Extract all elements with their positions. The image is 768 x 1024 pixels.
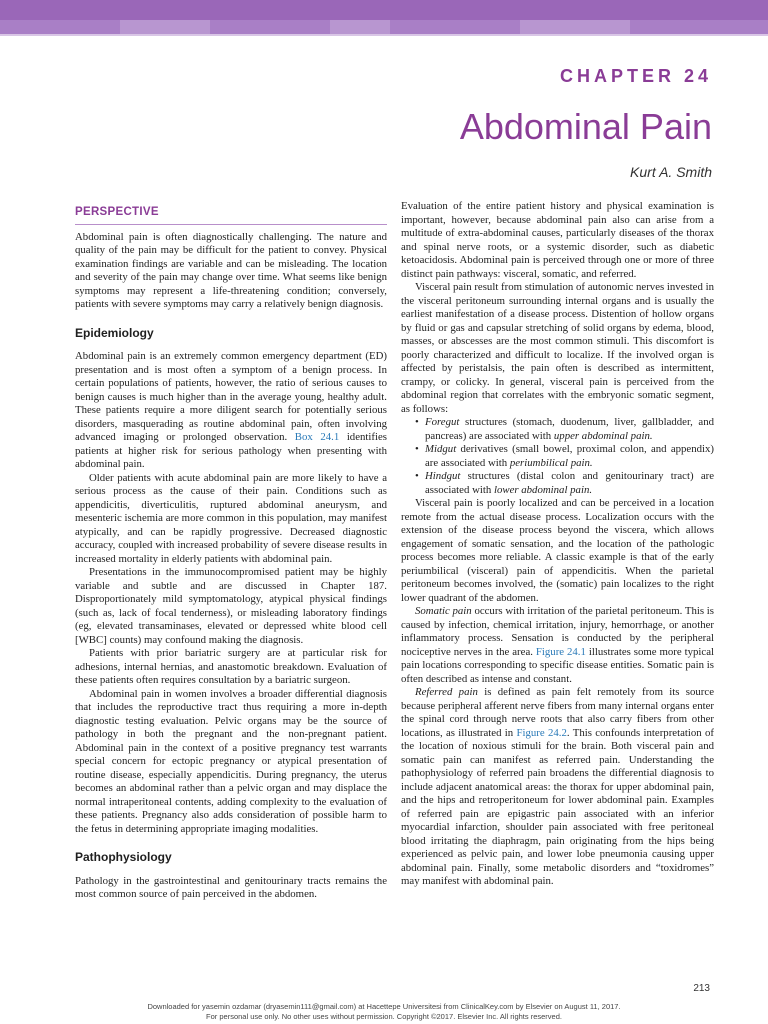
term: upper abdominal pain. [553, 429, 653, 442]
paragraph [401, 605, 714, 686]
chapter-label: CHAPTER 24 [559, 66, 712, 86]
text-span: is defined as pain felt remotely from its source because peripheral afferent nerve fibers from many internal organs enter the spinal cord through nerve roots that also carry fibers from other locations, as illustrated in [401, 686, 714, 739]
header-band-segment [330, 20, 390, 34]
paragraph: Presentations in the immunocompromised patient may be highly variable and subtle and are discussed in Chapter 187. Disproportionately mild symptomatology, atypical physical findings (such as, lack of focal tenderness), or misleading laboratory findings (eg, elevated transaminases, elevated or depressed white blood cell [WBC] counts) may confound making the diagnosis. [75, 566, 387, 646]
text-span: Abdominal pain is an extremely common emergency department (ED) presentation and is most often a symptom of a benign process. In certain populations of patients, however, the ratio of serious causes to benign causes is much higher than in the average young, healthy adult. These patients require a more diligent search for potentially serious disorders, masquerading as routine abdominal pain, often involving advanced imaging or prolonged observation. [75, 350, 387, 443]
term: Midgut [425, 443, 457, 455]
box-24-1-link[interactable]: Box 24.1 [294, 431, 340, 443]
chapter-title: Abdominal Pain [459, 106, 712, 147]
paragraph: Abdominal pain is often diagnostically challenging. The nature and quality of the pain may be difficult for the patient to convey. Physical examination findings are variable and can be misleading. The location and severity of the pain may change over time. What seems like benign symptoms may represent a life-threatening condition; conversely, patients with severe symptoms may carry a relatively benign diagnosis. [75, 230, 387, 310]
paragraph: Older patients with acute abdominal pain are more likely to have a serious process as the cause of their pain. Conditions such as appendicitis, diverticulitis, ruptured abdominal aneurysm, and mesenteric ischemia are more common in this population, may manifest atypically, and can be rapidly progressive. Decreased diagnostic accuracy, coupled with increased probability of severe disease results in increased mortality in elderly patients with abdominal pain. [75, 471, 387, 565]
section-rule [75, 224, 387, 225]
list-item [415, 443, 714, 470]
download-footer [0, 1002, 768, 1022]
paragraph [401, 686, 714, 889]
text-span: identifies patients at higher risk for serious pathology when presenting with abdominal pain. [75, 431, 387, 470]
list-item [415, 416, 714, 443]
footer-line: Downloaded for yasemin ozdamar (dryasemin111@gmail.com) at Hacettepe Universitesi from ClinicalKey.com by Elsevier on August 11, 2017. [147, 1002, 621, 1011]
text-span: illustrates some more typical pain locations corresponding to specific disease entities. Somatic pain is often described as intense and constant. [401, 645, 715, 685]
left-column [75, 206, 387, 902]
text-span: structures (stomach, duodenum, liver, gallbladder, and pancreas) are associated with [425, 416, 715, 442]
term: Referred pain [415, 686, 478, 698]
section-heading-perspective: PERSPECTIVE [75, 206, 159, 218]
term: Hindgut [425, 470, 461, 482]
header-band [0, 0, 768, 34]
text-span: . This confounds interpretation of the location of noxious stimuli for the brain. Both visceral pain and somatic pain can manifest as referred pain. Understanding the pathophysiology of referred pain broadens the differential diagnosis to include adjacent anatomical areas: the thorax for upper abdominal pain, and the hips and retroperitoneum for lower abdominal pain. Examples of referred pain are epigastric pain associated with an inferior myocardial infarction, shoulder pain associated with free peritoneal blood irritating the diaphragm, pain originating from the hips being experienced as pelvic pain, and lower lobe pneumonia causing upper abdominal pain. Finally, some metabolic disorders and “toxidromes” may manifest with abdominal pain. [401, 726, 714, 887]
section-heading-epidemiology: Epidemiology [75, 325, 154, 340]
text-span: occurs with irritation of the parietal peritoneum. This is caused by infection, chemical irritation, injury, hemorrhage, or another inflammatory process. Sensation is conducted by the peripheral nociceptive nerves in the area. [401, 605, 714, 658]
figure-24-1-link[interactable]: Figure 24.1 [535, 645, 586, 658]
paragraph: Patients with prior bariatric surgery are at particular risk for adhesions, internal hernias, and anastomotic breakdown. Evaluation of these patients often requires consultation by a bariatric surgeon. [75, 647, 387, 686]
paragraph: Abdominal pain in women involves a broader differential diagnosis that includes the reproductive tract thus requiring a more in-depth diagnostic testing evaluation. Pelvic organs may be the source of pathology in both the pregnant and the non-pregnant patient. Abdominal pain in the context of a positive pregnancy test warrants special concern for ectopic pregnancy or atypical presentation of routine disease, especially appendicitis. During pregnancy, the uterus becomes an abdominal rather than a pelvic organ and may displace the normal intraperitoneal contents, adding complexity to the evaluation of these patients. Pregnancy also adds consideration of possible harm to the fetus in determining appropriate imaging modalities. [75, 687, 387, 835]
term: lower abdominal pain. [493, 483, 593, 496]
page-number: 213 [693, 983, 710, 994]
gut-segment-list [401, 416, 714, 497]
list-item [415, 470, 714, 497]
right-column [401, 200, 714, 889]
term: Somatic pain [415, 605, 472, 617]
footer-line: For personal use only. No other uses without permission. Copyright ©2017. Elsevier Inc. All rights reserved. [206, 1012, 562, 1021]
section-heading-pathophysiology: Pathophysiology [75, 850, 172, 864]
paragraph: Evaluation of the entire patient history and physical examination is important, however, because abdominal pain also can arise from a multitude of extra-abdominal causes, particularly diseases of the thorax and spinal nerve roots, or a systemic disorder, such as diabetic ketoacidosis. Abdominal pain is perceived through one or more of three distinct pain pathways: visceral, somatic, and referred. [401, 200, 714, 280]
author-name: Kurt A. Smith [630, 164, 712, 180]
paragraph [75, 350, 387, 472]
paragraph: Pathology in the gastrointestinal and genitourinary tracts remains the most common source of pain perceived in the abdomen. [75, 874, 387, 900]
figure-24-2-link[interactable]: Figure 24.2 [516, 726, 567, 739]
term: Foregut [425, 416, 460, 428]
header-band-segment [120, 20, 210, 34]
term: periumbilical pain. [509, 456, 593, 469]
text-span: structures (distal colon and genitourinary tract) are associated with [425, 470, 714, 496]
header-band-segment [520, 20, 630, 34]
paragraph: Visceral pain result from stimulation of autonomic nerves invested in the visceral peritoneum surrounding internal organs and is usually the earliest manifestation of a disease process. Distention of hollow organs by fluid or gas and capsular stretching of solid organs by edema, blood, masses, or abscesses are the most common stimuli. This discomfort is poorly characterized and difficult to localize. If the involved organ is affected by peristalsis, the pain often is described as intermittent, crampy, or colicky. In general, visceral pain is perceived from the abdominal region that correlates with the embryonic somatic segment, as follows: [401, 281, 714, 415]
paragraph: Visceral pain is poorly localized and can be perceived in a location remote from the actual disease process. Localization occurs with the extension of the disease process beyond the viscera, which allows engagement of somatic sensation, and the location of the pathologic process becomes more reliable. A classic example is that of the early periumbilical (visceral) pain of appendicitis. When the parietal peritoneum becomes involved, the (somatic) pain localizes to the right lower quadrant of the abdomen. [401, 497, 714, 604]
header-underline [0, 34, 768, 36]
text-span: derivatives (small bowel, proximal colon, and appendix) are associated with [425, 443, 714, 469]
